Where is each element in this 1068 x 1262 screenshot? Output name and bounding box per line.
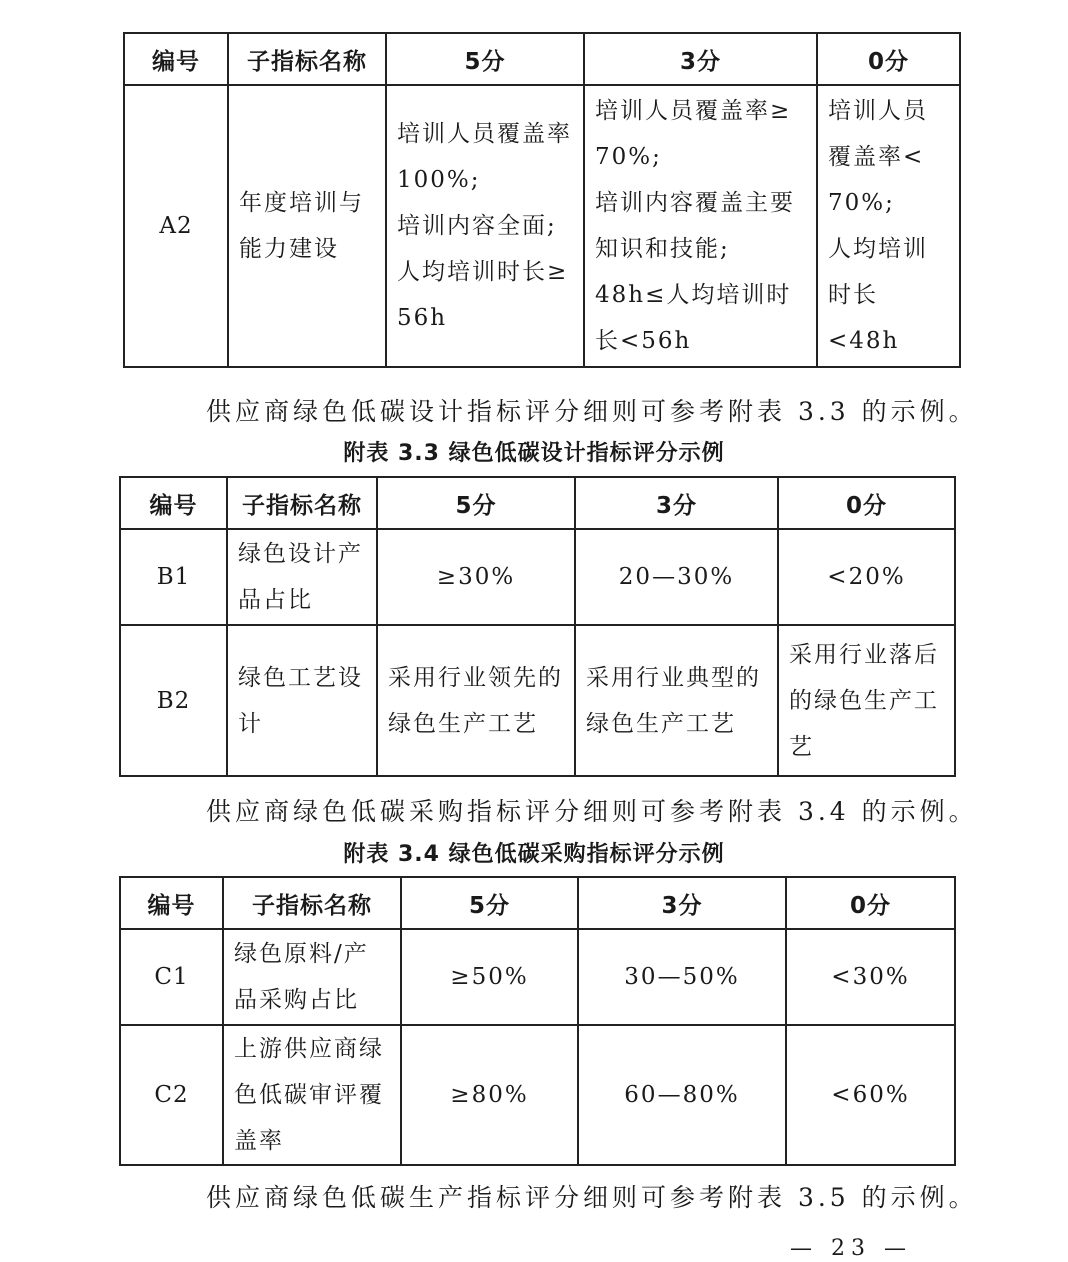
table-b [119,476,956,777]
row-score-0-criteria: <30% [786,929,955,1025]
row-score-3-criteria: 培训人员覆盖率≥ 70%; 培训内容覆盖主要 知识和技能; 48h≤人均培训时 长<56h [584,85,817,367]
row-score-5-criteria: 采用行业领先的 绿色生产工艺 [377,625,575,776]
header-score-3: 3分 [584,33,817,85]
row-code: A2 [124,85,228,367]
row-score-3-criteria: 60—80% [578,1025,786,1165]
header-code: 编号 [120,877,223,929]
row-code: C2 [120,1025,223,1165]
row-score-0-criteria: 采用行业落后 的绿色生产工 艺 [778,625,955,776]
paragraph-procurement-ref: 供应商绿色低碳采购指标评分细则可参考附表 3.4 的示例。 [206,797,978,826]
caption-table-3-4: 附表 3.4 绿色低碳采购指标评分示例 [343,842,725,867]
table-row [120,1025,955,1165]
row-score-3-criteria: 30—50% [578,929,786,1025]
row-score-5-criteria: ≥30% [377,529,575,625]
row-score-0-criteria: 培训人员 覆盖率< 70%; 人均培训 时长<48h [817,85,960,367]
table-row [120,929,955,1025]
row-indicator-name: 年度培训与 能力建设 [228,85,386,367]
row-score-3-criteria: 采用行业典型的 绿色生产工艺 [575,625,778,776]
paragraph-design-ref: 供应商绿色低碳设计指标评分细则可参考附表 3.3 的示例。 [206,397,978,426]
row-score-5-criteria: ≥50% [401,929,578,1025]
header-code: 编号 [124,33,228,85]
header-score-5: 5分 [401,877,578,929]
header-score-0: 0分 [786,877,955,929]
table-header-row [120,877,955,929]
row-code: B2 [120,625,227,776]
table-row [124,85,960,367]
row-indicator-name: 绿色工艺设 计 [227,625,377,776]
table-header-row [120,477,955,529]
table-c [119,876,956,1166]
header-code: 编号 [120,477,227,529]
header-score-0: 0分 [817,33,960,85]
header-score-3: 3分 [578,877,786,929]
header-score-3: 3分 [575,477,778,529]
table-row [120,625,955,776]
row-score-0-criteria: <20% [778,529,955,625]
table-row [120,529,955,625]
row-code: B1 [120,529,227,625]
row-score-5-criteria: 培训人员覆盖率 100%; 培训内容全面; 人均培训时长≥ 56h [386,85,584,367]
row-score-5-criteria: ≥80% [401,1025,578,1165]
caption-table-3-3: 附表 3.3 绿色低碳设计指标评分示例 [343,441,725,466]
row-score-3-criteria: 20—30% [575,529,778,625]
header-name: 子指标名称 [228,33,386,85]
row-indicator-name: 绿色设计产 品占比 [227,529,377,625]
table-header-row [124,33,960,85]
row-code: C1 [120,929,223,1025]
header-score-0: 0分 [778,477,955,529]
table-a [123,32,961,368]
row-score-0-criteria: <60% [786,1025,955,1165]
paragraph-production-ref: 供应商绿色低碳生产指标评分细则可参考附表 3.5 的示例。 [206,1183,978,1212]
page-number: — 23 — [790,1236,912,1261]
header-name: 子指标名称 [227,477,377,529]
header-score-5: 5分 [377,477,575,529]
row-indicator-name: 上游供应商绿 色低碳审评覆 盖率 [223,1025,401,1165]
row-indicator-name: 绿色原料/产 品采购占比 [223,929,401,1025]
header-name: 子指标名称 [223,877,401,929]
header-score-5: 5分 [386,33,584,85]
